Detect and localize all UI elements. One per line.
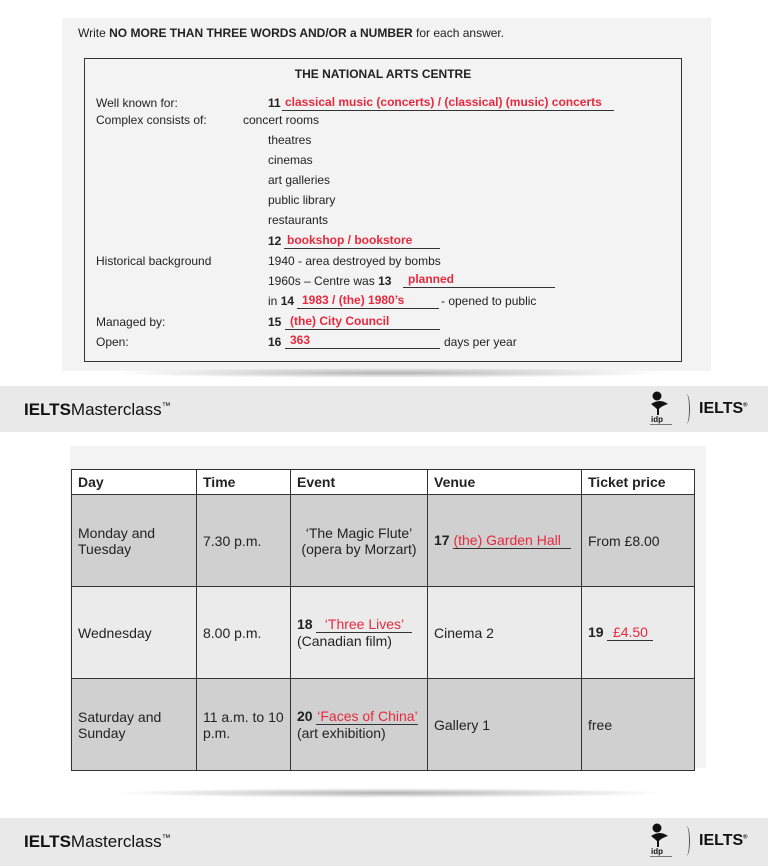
cell-venue: Cinema 2 — [428, 587, 582, 679]
event-note: (art exhibition) — [297, 725, 386, 741]
question-14-number: 14 — [280, 294, 295, 308]
cell-price — [582, 587, 695, 679]
brand-rest: Masterclass — [70, 400, 162, 419]
history-line-2-text: 1960s – Centre was — [268, 274, 375, 288]
ielts-logo — [699, 832, 748, 850]
open-suffix: days per year — [444, 335, 517, 349]
idp-logo-icon — [648, 390, 676, 428]
question-12-number: 12 — [268, 234, 282, 248]
cell-event — [291, 679, 428, 771]
cell-day: Monday and Tuesday — [72, 495, 197, 587]
ielts-logo-text: IELTS — [699, 832, 744, 849]
cell-day: Saturday and Sunday — [72, 679, 197, 771]
answer-13-line — [403, 287, 555, 288]
question-15-number: 15 — [268, 315, 282, 329]
history-line-3-suffix: - opened to public — [441, 294, 537, 308]
ielts-banner — [0, 386, 768, 432]
brand-wordmark — [24, 832, 171, 852]
open-label: Open: — [96, 335, 129, 349]
table-row — [72, 679, 695, 771]
question-19-number: 19 — [588, 624, 604, 640]
answer-14-line — [297, 308, 439, 309]
answer-18: ‘Three Lives’ — [316, 616, 412, 633]
question-11-number: 11 — [268, 96, 281, 110]
card-shadow — [110, 368, 670, 378]
question-16-number: 16 — [268, 335, 282, 349]
cell-event: ‘The Magic Flute’ (opera by Morzart) — [291, 495, 428, 587]
answer-16-line — [285, 348, 440, 349]
complex-item: restaurants — [268, 213, 329, 227]
managed-label: Managed by: — [96, 315, 166, 329]
table-row — [72, 495, 695, 587]
cell-venue — [428, 495, 582, 587]
logo-divider — [683, 394, 690, 424]
answer-16: 363 — [290, 333, 311, 347]
table-row — [72, 587, 695, 679]
answer-12-line — [284, 248, 440, 249]
answer-19: £4.50 — [607, 624, 653, 641]
instruction-suffix: for each answer. — [416, 26, 505, 40]
complex-item: concert rooms — [243, 113, 320, 127]
logo-divider — [683, 826, 690, 856]
history-line-3 — [268, 294, 294, 308]
history-line-1: 1940 - area destroyed by bombs — [268, 254, 441, 268]
cell-price: From £8.00 — [582, 495, 695, 587]
history-line-2 — [268, 274, 391, 288]
ielts-banner — [0, 818, 768, 866]
cell-day: Wednesday — [72, 587, 197, 679]
event-note: (Canadian film) — [297, 633, 392, 649]
answer-13: planned — [408, 272, 455, 286]
answer-11: classical music (concerts) / (classical) (music) concerts — [285, 95, 602, 109]
header-event: Event — [291, 470, 428, 495]
answer-17: (the) Garden Hall — [453, 532, 571, 549]
instruction-text — [78, 26, 504, 40]
cell-time: 11 a.m. to 10 p.m. — [197, 679, 291, 771]
history-label: Historical background — [96, 254, 212, 268]
cell-time: 7.30 p.m. — [197, 495, 291, 587]
svg-text:idp: idp — [651, 847, 663, 856]
brand-tm: ™ — [161, 832, 171, 843]
brand-bold: IELTS — [24, 400, 71, 419]
answer-11-line — [282, 110, 614, 111]
complex-item: art galleries — [268, 173, 331, 187]
cell-event — [291, 587, 428, 679]
idp-logo-icon — [648, 822, 676, 860]
brand-tm: ™ — [161, 400, 171, 411]
events-table — [71, 469, 695, 771]
svg-text:idp: idp — [651, 415, 663, 424]
answer-15-line — [285, 329, 440, 330]
header-ticket-price: Ticket price — [582, 470, 695, 495]
complex-item: theatres — [268, 133, 312, 147]
question-13-number: 13 — [378, 274, 392, 288]
header-venue: Venue — [428, 470, 582, 495]
header-time: Time — [197, 470, 291, 495]
answer-20: ‘Faces of China’ — [317, 708, 418, 724]
notes-title: THE NATIONAL ARTS CENTRE — [294, 67, 472, 81]
card-shadow — [110, 788, 670, 798]
cell-venue: Gallery 1 — [428, 679, 582, 771]
cell-price: free — [582, 679, 695, 771]
complex-label: Complex consists of: — [96, 113, 207, 127]
instruction-bold: NO MORE THAN THREE WORDS AND/OR a NUMBER — [109, 26, 413, 40]
question-20-number: 20 — [297, 708, 313, 724]
ielts-logo-text: IELTS — [699, 400, 744, 417]
ielts-logo-tm: ® — [743, 402, 748, 409]
well-known-label: Well known for: — [96, 96, 178, 110]
table-header-row — [72, 470, 695, 495]
instruction-prefix: Write — [78, 26, 106, 40]
answer-14: 1983 / (the) 1980’s — [302, 293, 405, 307]
header-day: Day — [72, 470, 197, 495]
brand-wordmark — [24, 400, 171, 420]
cell-time: 8.00 p.m. — [197, 587, 291, 679]
ielts-logo-tm: ® — [743, 834, 748, 841]
question-17-number: 17 — [434, 532, 450, 548]
answer-12: bookshop / bookstore — [287, 233, 413, 247]
question-18-number: 18 — [297, 616, 313, 632]
complex-item: public library — [268, 193, 336, 207]
answer-15: (the) City Council — [290, 314, 390, 328]
brand-rest: Masterclass — [70, 832, 162, 851]
complex-item: cinemas — [268, 153, 313, 167]
history-line-3-prefix: in — [268, 294, 278, 308]
brand-bold: IELTS — [24, 832, 71, 851]
ielts-logo — [699, 400, 748, 418]
